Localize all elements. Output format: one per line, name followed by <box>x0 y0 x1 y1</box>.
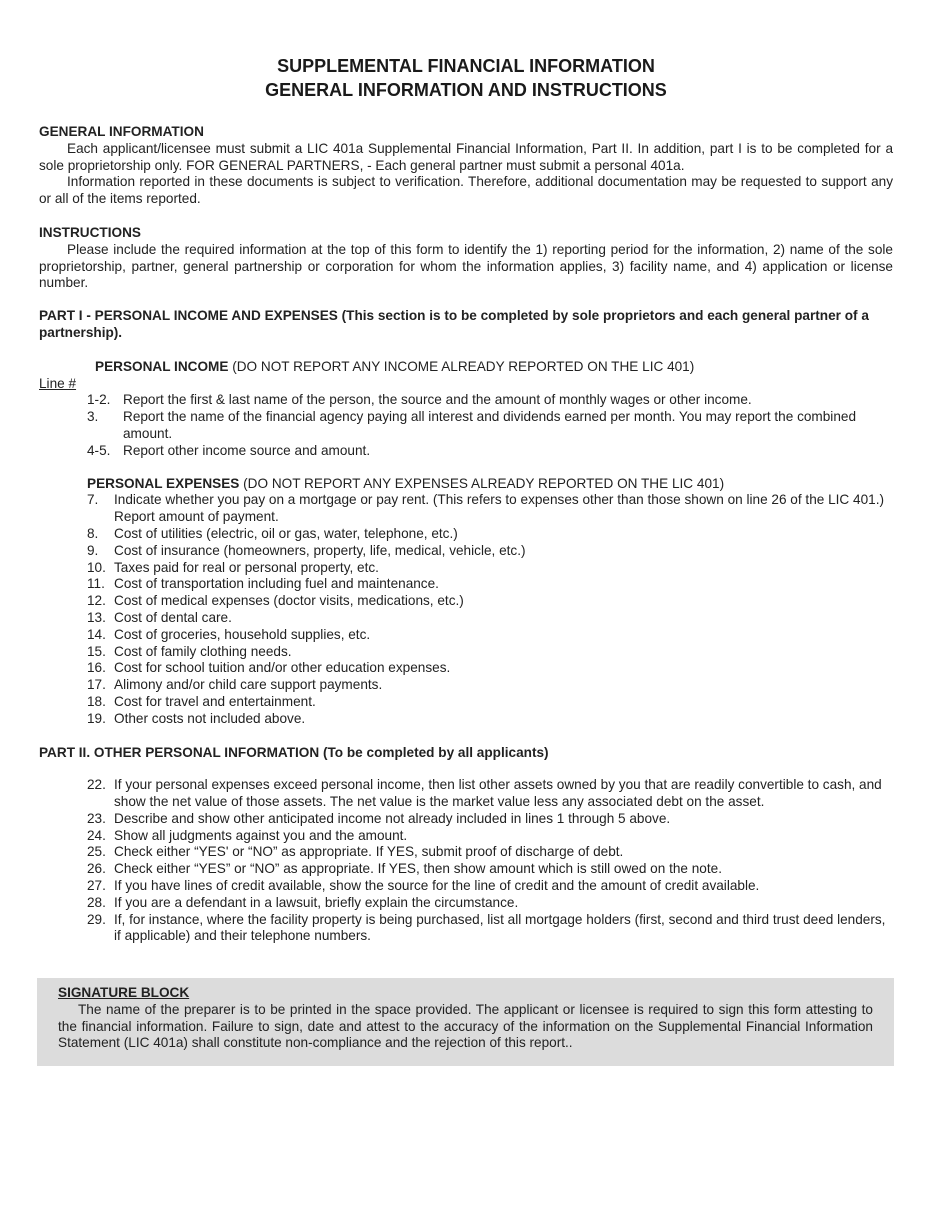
line-number: 12. <box>87 593 106 609</box>
list-item <box>39 543 893 560</box>
item-text: If, for instance, where the facility property is being purchased, list all mortgage holders (first, second and third trust deed lenders, if applicable) and their telephone numbers. <box>114 911 886 944</box>
list-item <box>39 593 893 610</box>
line-number: 4-5. <box>87 442 111 458</box>
personal-expenses-list <box>39 492 893 727</box>
list-item <box>39 777 893 811</box>
line-number: 7. <box>87 492 99 508</box>
list-item <box>39 811 893 828</box>
personal-income-note: (DO NOT REPORT ANY INCOME ALREADY REPORTED ON THE LIC 401) <box>228 358 695 374</box>
list-item <box>39 526 893 543</box>
part-2-heading: PART II. OTHER PERSONAL INFORMATION (To be completed by all applicants) <box>39 744 549 760</box>
line-number: 8. <box>87 525 99 541</box>
item-text: Other costs not included above. <box>114 710 306 726</box>
list-item <box>39 844 893 861</box>
item-text: Cost of medical expenses (doctor visits, medications, etc.) <box>114 593 464 609</box>
list-item <box>39 409 893 443</box>
list-item <box>39 560 893 577</box>
personal-income-title: PERSONAL INCOME <box>95 358 229 374</box>
list-item <box>39 711 893 728</box>
list-item <box>39 576 893 593</box>
item-text: Report the name of the financial agency paying all interest and dividends earned per month. You may report the combined amount. <box>123 409 857 441</box>
personal-expenses-title: PERSONAL EXPENSES <box>87 475 240 491</box>
item-text: Cost of insurance (homeowners, property, life, medical, vehicle, etc.) <box>114 542 526 558</box>
item-text: Check either “YES' or “NO” as appropriate. If YES, submit proof of discharge of debt. <box>114 844 624 860</box>
list-item <box>39 861 893 878</box>
item-text: If you have lines of credit available, show the source for the line of credit and the amount of credit available. <box>114 878 760 894</box>
item-text: Show all judgments against you and the amount. <box>114 827 408 843</box>
item-text: Report other income source and amount. <box>123 442 371 458</box>
signature-block-heading: SIGNATURE BLOCK <box>58 985 190 1000</box>
list-item <box>39 694 893 711</box>
line-number: 10. <box>87 559 106 575</box>
document-title-line-1: SUPPLEMENTAL FINANCIAL INFORMATION <box>277 56 655 76</box>
line-number: 24. <box>87 827 106 843</box>
signature-block <box>37 978 894 1066</box>
list-item <box>39 895 893 912</box>
signature-block-paragraph: The name of the preparer is to be printed in the space provided. The applicant or licensee is required to sign this form attesting to the financial information. Failure to sign, date and attest to the accuracy of the information on the Supplemental Financial Information Statement (LIC 401a) shall constitute non-compliance and the rejection of this report.. <box>58 1001 873 1051</box>
list-item <box>39 644 893 661</box>
list-item <box>39 912 893 946</box>
list-item <box>39 392 893 409</box>
general-information-paragraph-2: Information reported in these documents is subject to verification. Therefore, additional documentation may be requested to support any or all of the items reported. <box>39 174 893 207</box>
personal-income-heading <box>39 359 893 376</box>
line-number: 11. <box>87 576 105 592</box>
part-2-spacer <box>39 761 893 777</box>
instructions-paragraph: Please include the required information at the top of this form to identify the 1) reporting period for the information, 2) name of the sole proprietorship, partner, general partnership or corporation for whom the information applies, 3) facility name, and 4) application or license number. <box>39 241 893 291</box>
personal-income-list <box>39 392 893 459</box>
item-text: Cost of groceries, household supplies, etc. <box>114 626 371 642</box>
line-number: 14. <box>87 626 106 642</box>
item-text: Cost of utilities (electric, oil or gas, water, telephone, etc.) <box>114 525 458 541</box>
document-title-line-2: GENERAL INFORMATION AND INSTRUCTIONS <box>265 80 667 100</box>
item-text: Report the first & last name of the person, the source and the amount of monthly wages or other income. <box>123 392 752 408</box>
list-item <box>39 660 893 677</box>
item-text: Cost of family clothing needs. <box>114 643 292 659</box>
list-item <box>39 627 893 644</box>
other-information-list <box>39 777 893 945</box>
line-number: 9. <box>87 542 99 558</box>
document-page <box>39 54 893 945</box>
line-number: 28. <box>87 894 106 910</box>
item-text: Cost for travel and entertainment. <box>114 693 316 709</box>
line-number: 22. <box>87 777 106 793</box>
line-number: 17. <box>87 677 106 693</box>
item-text: Cost of transportation including fuel and maintenance. <box>114 576 439 592</box>
list-item <box>39 610 893 627</box>
line-number: 15. <box>87 643 106 659</box>
instructions-heading: INSTRUCTIONS <box>39 224 141 240</box>
general-information-paragraph-1: Each applicant/licensee must submit a LIC 401a Supplemental Financial Information, Part II. In addition, part I is to be completed for a sole proprietorship only. FOR GENERAL PARTNERS, - Each general partner must submit a personal 401a. <box>39 140 893 173</box>
item-text: Cost for school tuition and/or other education expenses. <box>114 660 451 676</box>
item-text: Describe and show other anticipated income not already included in lines 1 through 5 above. <box>114 810 671 826</box>
line-number: 13. <box>87 609 106 625</box>
item-text: Check either “YES” or “NO” as appropriate. If YES, then show amount which is still owed on the note. <box>114 861 722 877</box>
list-item <box>39 443 893 460</box>
item-text: Cost of dental care. <box>114 609 232 625</box>
line-number: 16. <box>87 660 106 676</box>
item-text: Indicate whether you pay on a mortgage or pay rent. (This refers to expenses other than those shown on line 26 of the LIC 401.) Report amount of payment. <box>114 492 885 525</box>
item-text: If your personal expenses exceed personal income, then list other assets owned by you that are readily convertible to cash, and show the net value of those assets. The net value is the market value less any associated debt on the asset. <box>114 777 882 810</box>
line-number: 27. <box>87 878 106 894</box>
line-number: 29. <box>87 911 106 927</box>
list-item <box>39 878 893 895</box>
signature-block-content <box>58 985 873 1052</box>
personal-expenses-heading <box>39 476 893 493</box>
general-information-heading: GENERAL INFORMATION <box>39 124 204 139</box>
personal-expenses-note: (DO NOT REPORT ANY EXPENSES ALREADY REPORTED ON THE LIC 401) <box>239 475 725 491</box>
line-number: 25. <box>87 844 106 860</box>
list-item <box>39 828 893 845</box>
line-number: 1-2. <box>87 392 111 408</box>
line-number: 3. <box>87 409 99 425</box>
line-number: 26. <box>87 861 106 877</box>
line-number: 19. <box>87 710 106 726</box>
item-text: Alimony and/or child care support payments. <box>114 677 383 693</box>
item-text: Taxes paid for real or personal property, etc. <box>114 559 379 575</box>
line-number: 18. <box>87 693 106 709</box>
list-item <box>39 677 893 694</box>
line-number: 23. <box>87 810 106 826</box>
part-1-heading: PART I - PERSONAL INCOME AND EXPENSES (This section is to be completed by sole proprietors and each general partner of a partnership). <box>39 308 869 340</box>
item-text: If you are a defendant in a lawsuit, briefly explain the circumstance. <box>114 894 519 910</box>
list-item <box>39 492 893 526</box>
line-number-label: Line # <box>39 375 77 391</box>
